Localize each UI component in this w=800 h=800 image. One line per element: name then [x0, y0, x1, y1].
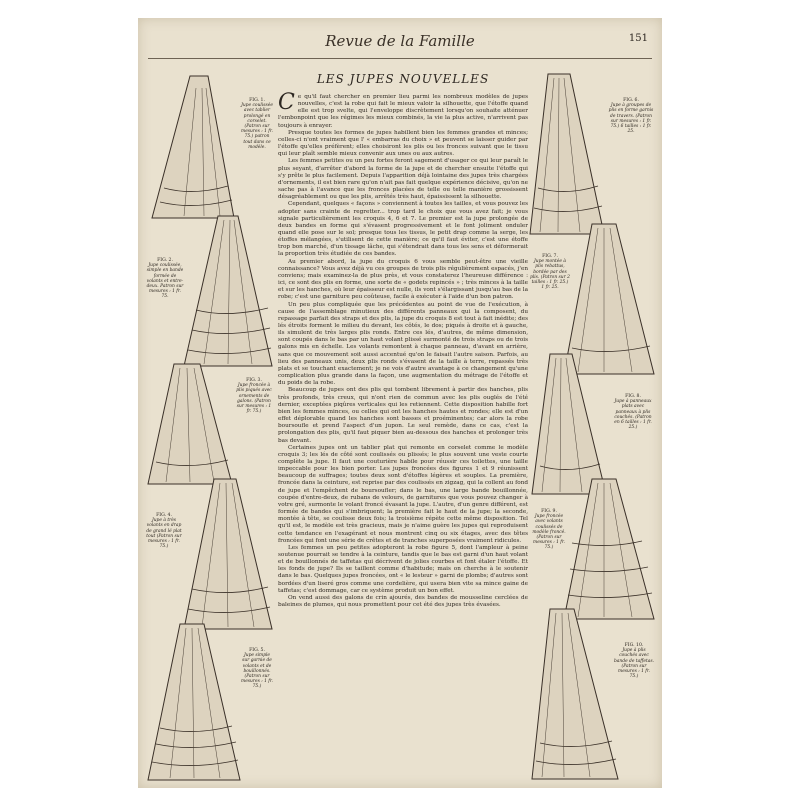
figure-2: [144, 210, 276, 370]
figure-5: [144, 618, 276, 784]
figure-1: [144, 68, 276, 223]
figure-10: [528, 603, 658, 783]
skirt-illustration-5: [144, 618, 276, 784]
skirt-illustration-4: [144, 473, 276, 633]
article-paragraph: Les femmes petites ou un peu fortes feront sagement d'usager ce qui leur paraît le plus seyant, d'arrêter d'abord la forme de la jupe et de chercher ensuite l'étoffe qui s'y prête le plus facilement. Depuis l'apparition déjà lointaine des jupes très chargées d'ornements, il est bien rare qu'on n'ait pas fait quelque expérience décisive, qu'on ne sache pas à l'avance que les fronces placées de telle ou telle manière grossissent désagréablement ou que les plis, arrêtés très haut, épaississent la silhouette.: [278, 158, 528, 201]
figure-4: [144, 473, 276, 633]
article-paragraph: Certaines jupes ont un tablier plat qui remonte en corselet comme le modèle croquis 3; les lés de côté sont coulissés ou plissés; le plus souvent une veste courte complète la jupe. Il faut une couturière habile pour réussir ces toilettes, une taille impeccable pour les bien porter. Les jupes froncées des figures 1 et 9 réunissent beaucoup de suffrages; toutes deux sont d'étoffes légères et souples. La première, froncée dans la ceinture, est reprise par des coulissés en zigzag, qui la collent au fond de jupe et l'empêchent de boursoufler; dans le bas, une large bande bouillonnée, coupée d'entre-deux, de rubans de velours, de garnitures que vous pouvez changer à votre gré, surmonte le volant froncé évasant la jupe. L'autre, d'un genre différent, est formée de bandes qui s'imbriquent; la première fait le haut de la jupe; la seconde, montée à tête, se coulisse deux fois; la troisième répète cette même disposition. Tel qu'il est, le modèle est très gracieux, mais je n'aime guère les jupes qui reproduisent cette tendance en l'exagérant et nous montrent cinq ou six étages, avec des têtes froncées qui font une série de crêtes et de tranches superposées vraiment ridicules.: [278, 444, 528, 544]
figure-caption: FIG. 7. Jupe montée à plis rebattus, bordée par des plis. (Patron sur 2 tailles : 1 fr. 25.) 1 fr. 25.: [530, 254, 570, 291]
article-paragraph: Ce qu'il faut chercher en premier lieu parmi les nombreux modèles de jupes nouvelles, c'est la robe qui fait le mieux valoir la silhouette, que l'étoffe quand elle est trop svelte, qui l'enveloppe discrètement lorsqu'on souhaite atténuer l'embonpoint que les régimes les mieux combinés, la vie la plus active, n'arrivent pas toujours à enrayer.: [278, 90, 528, 129]
running-title: Revue de la Famille: [325, 32, 475, 50]
figure-caption: FIG. 8. Jupe à panneaux plats avec panneaux à plis couchés. (Patron en 6 tailles : 1 fr. 25.): [614, 394, 652, 431]
figure-9: [528, 473, 658, 623]
article-paragraph: Les femmes un peu petites adopteront la robe figure 5, dont l'ampleur à peine soutenue pourrait se tendre à la ceinture, tandis que le bas est garni d'un haut volant et de bouillonnés de taffetas qui décrivent de jolies courbes et font étaler l'étoffe. Et les fonds de jupe? Ils se taillent comme d'habitude; mais on cherche à le soutenir dans le bas. Quelques jupes froncées, ont « le lesteur » garni de plombs; d'autres sont bordées d'un liseré gros comme une cordelière, qui usera bien vite sa mince gaine de taffetas; c'est dommage, car ce système produit un bon effet.: [278, 544, 528, 594]
figure-caption: FIG. 6. Jupe à groupes de plis en forme garnis de travers. (Patron sur mesures : 1 fr. 75.) 6 tailles : 1 fr. 25.: [608, 98, 654, 135]
article-headline: LES JUPES NOUVELLES: [316, 72, 490, 86]
magazine-page: [138, 18, 662, 788]
article-body: [278, 90, 528, 784]
skirt-illustration-10: [528, 603, 658, 783]
figure-caption: FIG. 2. Jupe coulissée, simple en bande formée de volants et entre-deux. Patron sur mesures : 1 fr. 75.: [146, 258, 184, 300]
figure-3: [144, 358, 276, 488]
figure-caption: FIG. 1. Jupe coulissée avec tablier prolongé en corselet. (Patron sur mesures : 1 fr. 75.) patron tout dans ce modèle.: [241, 98, 273, 150]
article-paragraph: Cependant, quelques « façons » conviennent à toutes les tailles, et vous pouvez les adopter sans crainte de regretter... trop tard le choix que vous avez fait; je vous signale particulièrement les croquis 4, 6 et 7. Le premier est la jupe prolongée de deux bandes en forme qui s'évasent progressivement et le font joliment onduler quand elle pose sur le sol; presque tous les tissus, le petit drap comme la serge, les étoffes mélangées, s'utilisent de cette manière; ce qu'il faut éviter, c'est une étoffe trop bon marché, d'un tissage lâche, qui s'étendrait dans tous les sens et déformerait la proportion très étudiée de ces bandes.: [278, 201, 528, 258]
figure-6: [528, 68, 658, 238]
article-paragraph: Un peu plus compliquée que les précédentes au point de vue de l'exécution, à cause de l'assemblage minutieux des différents panneaux qui la composent, du repassage parfait des straps et des plis, la jupe du croquis 8 est tout à fait inédite; des lés étroits forment le milieu du devant, les côtés, le dos; piqués à droite et à gauche, ils simulent de très larges plis ronds. Entre ces lés, d'autres, de même dimension, sont coupés dans le bas par un haut volant plissé surmonté de trois straps ou de trois galons mis en échelle. Les volants remontent à chaque panneau, d'avant en arrière, sans que ce mouvement soit aussi accentué qu'on le faisait l'autre saison. Parfois, au lieu des panneaux unis, deux plis ronds s'évasent de la taille à terre, repassés très plats et se touchant exactement; je ne vois d'autre avantage à ce changement qu'une complication plus grande dans la façon, une augmentation du métrage de l'étoffe et du poids de la robe.: [278, 301, 528, 387]
article-paragraph: Au premier abord, la jupe du croquis 6 vous semble peut-être une vieille connaissance? Vous avez déjà vu ces groupes de trois plis régulièrement espacés, j'en conviens; mais examinez-la de plus près, et vous constaterez l'heureuse différence : ici, ce sont des plis en forme, une sorte de « godets repincés » ; très minces à la taille et sur les hanches, où leur épaisseur est nulle, ils vont s'élargissant jusqu'au bas de la robe; c'est une garniture peu coûteuse, facile à exécuter à l'aide d'un bon patron.: [278, 258, 528, 301]
figure-caption: FIG. 5. Jupe simple sur garnie de volants et de bouillonnés. (Patron sur mesures : 1 fr. 75.): [241, 648, 273, 690]
article-paragraph: Presque toutes les formes de jupes habillent bien les femmes grandes et minces; celles-ci n'ont vraiment que l' « embarras du choix » et peuvent se laisser guider par l'étoffe qu'elles préfèrent; elles choisiront les plis ou les fronces suivant que le tissu qui leur plaît semble mieux convenir aux unes ou aux autres.: [278, 129, 528, 158]
figure-caption: FIG. 4. Jupe à très volants en drap de grand lé plat tout (Patron sur mesures : 1 fr. 75.): [146, 513, 182, 550]
skirt-illustration-6: [528, 68, 658, 238]
article-paragraph: On vend aussi des galons de crin ajourés, des bandes de mousseline cerclées de baleines de plumes, qui nous promettent pour cet été des jupes très évasées.: [278, 594, 528, 609]
figure-caption: FIG. 3. Jupe froncée à plis piqués avec ornements de galons. (Patron sur mesures : 1 fr. 75.): [236, 378, 272, 415]
figure-caption: FIG. 9. Jupe froncée avec volants coulissés de modèle froncé. (Patron sur mesures : 1 fr. 75.): [532, 509, 566, 551]
drop-cap: C: [278, 90, 295, 115]
page-number: 151: [628, 33, 648, 44]
article-paragraph: Beaucoup de jupes ont des plis qui tombent librement à partir des hanches, plis très profonds, très creux, qui n'ont rien de commun avec les plis ouglés de l'été dernier, exceptées piqûres verticales qui les retiennent. Cette disposition habille fort bien les femmes minces, ou celles qui ont les hanches hautes et rondes; elle est d'un effet déplorable quand les hanches sont basses et proéminentes; car alors la robe boursoufle et prend l'aspect d'un jupon. Le seul remède, dans ce cas, c'est la prolongation des plis, qu'il faut piquer bien au-dessous des hanches et prolonger très bas devant.: [278, 387, 528, 444]
figure-caption: FIG. 10. Jupe à plis couchés avec bande de taffetas. (Patron sur mesures : 1 fr. 75.): [614, 643, 654, 680]
header-rule: [148, 58, 652, 59]
